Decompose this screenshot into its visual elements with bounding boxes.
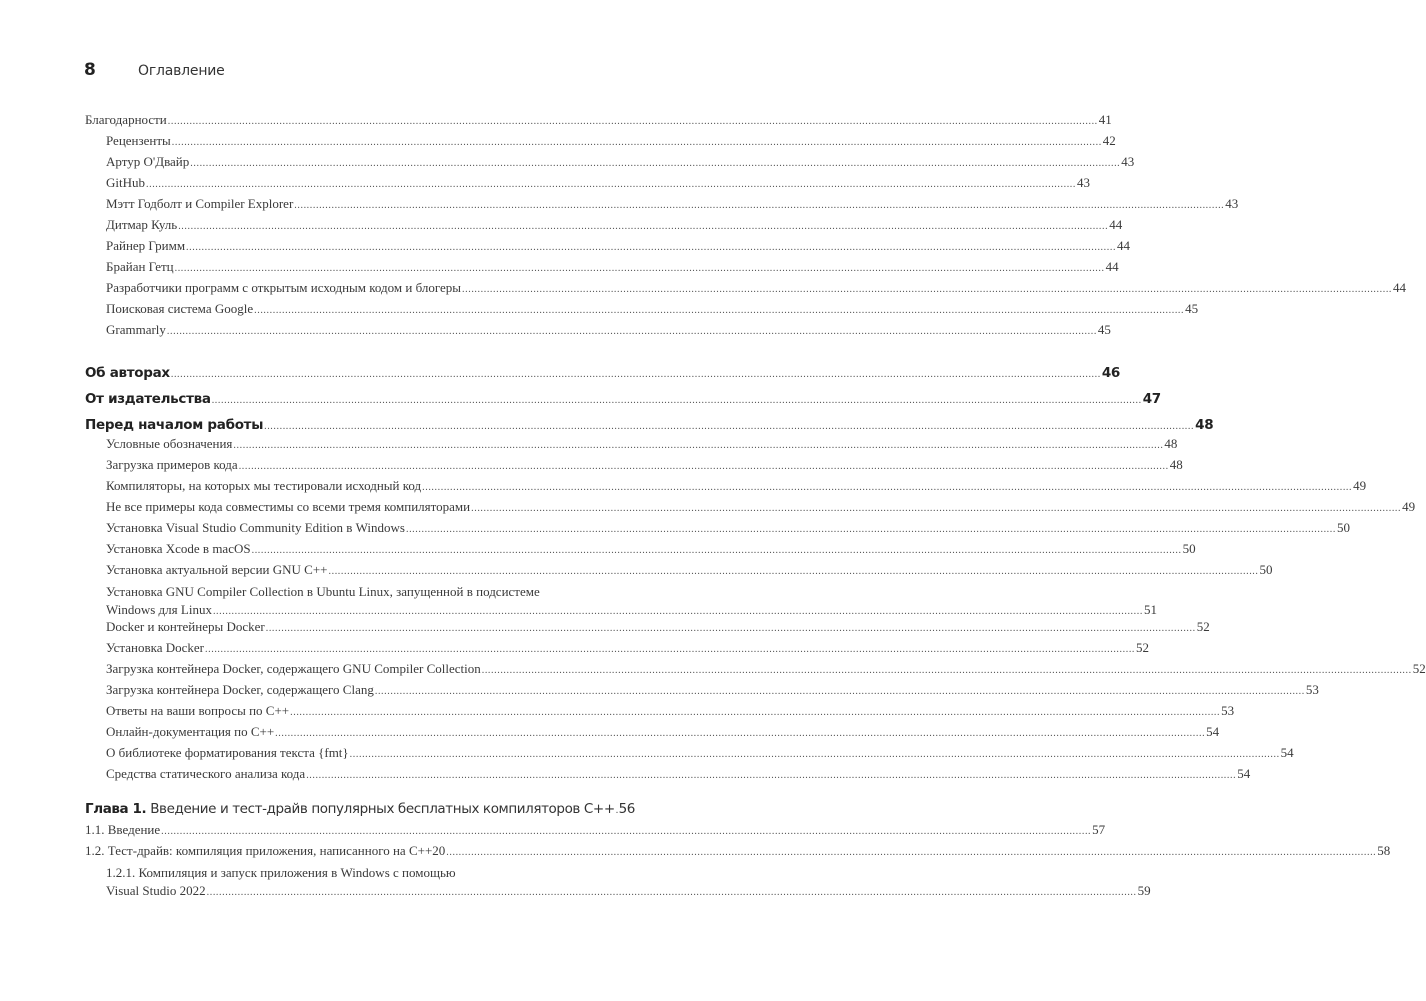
toc-entry-title: Установка Docker <box>106 640 205 655</box>
toc-entry-title: Grammarly <box>106 322 166 337</box>
toc-page-number: 50 <box>1182 541 1196 556</box>
toc-page-number: 49 <box>1402 499 1416 514</box>
toc-entry-title-continued: Visual Studio 2022 <box>106 883 206 898</box>
toc-entry[interactable] <box>85 457 1183 478</box>
toc-page-number: 53 <box>1221 703 1235 718</box>
toc-entry[interactable] <box>85 386 1161 412</box>
toc-entry-title: Docker и контейнеры Docker <box>106 619 265 634</box>
toc-entry[interactable] <box>85 259 1119 280</box>
running-title: Оглавление <box>138 63 225 79</box>
dot-leader: ............................................................................................................................................................................................................................................................................................................ <box>422 482 1353 493</box>
toc-entry[interactable] <box>85 301 1199 322</box>
toc-entry-line <box>106 881 1151 900</box>
toc-entry[interactable] <box>85 703 1235 724</box>
dot-leader: ............................................................................................................................................................................................................................................................................................................ <box>481 665 1412 676</box>
toc-page-number: 52 <box>1136 640 1150 655</box>
dot-leader: ............................................................................................................................................................................................................................................................................................................ <box>161 826 1092 837</box>
dot-leader: ............................................................................................................................................................................................................................................................................................................ <box>238 461 1169 472</box>
toc-page-number: 51 <box>1143 602 1157 617</box>
toc-entry-title: Установка Visual Studio Community Edition в Windows <box>106 520 405 535</box>
toc-page-number: 54 <box>1280 745 1294 760</box>
dot-leader: ............................................................................................................................................................................................................................................................................................................ <box>405 524 1336 535</box>
toc-page-number: 46 <box>1101 365 1121 381</box>
toc-entry[interactable] <box>85 175 1090 196</box>
toc-page-number: 43 <box>1225 196 1239 211</box>
chapter-label: Глава 1. <box>85 801 147 817</box>
dot-leader: ............................................................................................................................................................................................................................................................................................................ <box>146 179 1076 190</box>
dot-leader: ............................................................................................................................................................................................................................................................................................................ <box>265 623 1196 634</box>
toc-entry[interactable] <box>85 619 1210 640</box>
toc-entry-title: GitHub <box>106 175 145 190</box>
toc-entry[interactable] <box>85 154 1135 175</box>
toc-entry[interactable] <box>85 499 1416 520</box>
toc-page-number: 44 <box>1109 217 1123 232</box>
dot-leader: ............................................................................................................................................................................................................................................................................................................ <box>254 305 1185 316</box>
toc-entry-title <box>85 801 615 817</box>
toc-entry[interactable] <box>85 436 1178 457</box>
dot-leader: ............................................................................................................................................................................................................................................................................................................ <box>205 644 1136 655</box>
dot-leader: ............................................................................................................................................................................................................................................................................................................ <box>471 503 1402 514</box>
toc-entry[interactable] <box>85 822 1106 843</box>
dot-leader: ............................................................................................................................................................................................................................................................................................................ <box>264 421 1195 432</box>
toc-page-number: 56 <box>618 801 635 817</box>
toc-page-number: 41 <box>1098 112 1112 127</box>
dot-leader: ............................................................................................................................................................................................................................................................................................................ <box>306 770 1237 781</box>
toc-page-number: 44 <box>1117 238 1131 253</box>
dot-leader: ............................................................................................................................................................................................................................................................................................................ <box>233 440 1164 451</box>
dot-leader: ............................................................................................................................................................................................................................................................................................................ <box>167 116 1098 127</box>
toc-entry[interactable] <box>85 843 1391 864</box>
toc-page-number: 52 <box>1412 661 1426 676</box>
dot-leader: ............................................................................................................................................................................................................................................................................................................ <box>171 137 1102 148</box>
toc-entry[interactable] <box>85 478 1367 499</box>
toc-entry[interactable] <box>85 583 1157 619</box>
toc-entry[interactable] <box>85 541 1196 562</box>
toc-page-number: 48 <box>1164 436 1178 451</box>
dot-leader: ............................................................................................................................................................................................................................................................................................................ <box>170 369 1101 380</box>
toc-page-number: 53 <box>1305 682 1319 697</box>
toc-entry-title-continued: Windows для Linux <box>106 602 212 617</box>
toc-entry-title: Райнер Гримм <box>106 238 186 253</box>
toc-page-number: 59 <box>1137 883 1151 898</box>
toc-entry[interactable] <box>85 682 1319 703</box>
toc-entry[interactable] <box>85 745 1294 766</box>
toc-page-number: 57 <box>1092 822 1106 837</box>
dot-leader: ............................................................................................................................................................................................................................................................................................................ <box>446 847 1377 858</box>
toc-page-number: 48 <box>1169 457 1183 472</box>
dot-leader: ............................................................................................................................................................................................................................................................................................................ <box>251 545 1182 556</box>
toc-entry-title: Компиляторы, на которых мы тестировали исходный код <box>106 478 422 493</box>
toc-entry-title: Онлайн-документация по C++ <box>106 724 275 739</box>
toc-entry-title: Перед началом работы <box>85 417 264 433</box>
toc-entry[interactable] <box>85 766 1251 787</box>
toc-entry-title: Установка актуальной версии GNU C++ <box>106 562 328 577</box>
dot-leader: ............................................................................................................................................................................................................................................................................................................ <box>462 284 1393 295</box>
toc-entry-title: 1.2. Тест-драйв: компиляция приложения, написанного на C++20 <box>85 843 446 858</box>
dot-leader: ............................................................................................................................................................................................................................................................................................................ <box>374 686 1305 697</box>
toc-page-number: 50 <box>1336 520 1350 535</box>
toc-entry[interactable] <box>85 360 1121 386</box>
toc-entry-title: Загрузка контейнера Docker, содержащего Clang <box>106 682 374 697</box>
toc-page-number: 42 <box>1102 133 1116 148</box>
toc-entry[interactable] <box>85 280 1407 301</box>
dot-leader: ............................................................................................................................................................................................................................................................................................................ <box>294 200 1225 211</box>
toc-entry[interactable] <box>85 322 1111 343</box>
chapter-title: Введение и тест-драйв популярных бесплатных компиляторов C++ <box>150 801 615 817</box>
toc-entry-title: Артур О'Двайр <box>106 154 190 169</box>
dot-leader: ............................................................................................................................................................................................................................................................................................................ <box>178 221 1109 232</box>
toc-entry-title: О библиотеке форматирования текста {fmt} <box>106 745 349 760</box>
toc-entry[interactable] <box>85 724 1220 745</box>
dot-leader: ............................................................................................................................................................................................................................................................................................................ <box>211 395 1142 406</box>
toc-entry-title: Поисковая система Google <box>106 301 254 316</box>
dot-leader: ............................................................................................................................................................................................................................................................................................................ <box>174 263 1105 274</box>
toc-entry[interactable] <box>85 412 1214 438</box>
toc-entry-title: Ответы на ваши вопросы по C++ <box>106 703 290 718</box>
dot-leader: ............................................................................................................................................................................................................................................................................................................ <box>275 728 1206 739</box>
toc-entry-title: Установка GNU Compiler Collection в Ubuntu Linux, запущенной в подсистеме <box>106 584 540 599</box>
toc-entry-title: Установка Xcode в macOS <box>106 541 251 556</box>
toc-entry-title: Мэтт Годболт и Compiler Explorer <box>106 196 294 211</box>
toc-entry[interactable] <box>85 562 1273 583</box>
page-number: 8 <box>84 60 96 80</box>
dot-leader: ............................................................................................................................................................................................................................................................................................................ <box>166 326 1097 337</box>
toc-page-number: 45 <box>1185 301 1199 316</box>
dot-leader <box>616 805 618 816</box>
toc-page-number: 54 <box>1206 724 1220 739</box>
toc-page-number: 48 <box>1195 417 1214 433</box>
toc-entry[interactable] <box>85 801 635 822</box>
toc-entry[interactable] <box>85 640 1150 661</box>
toc-page-number: 44 <box>1393 280 1407 295</box>
table-of-contents <box>85 112 1426 900</box>
toc-page-number: 43 <box>1121 154 1135 169</box>
toc-entry[interactable] <box>85 112 1112 133</box>
toc-entry[interactable] <box>85 238 1131 259</box>
toc-entry[interactable] <box>85 196 1239 217</box>
toc-page-number: 44 <box>1105 259 1119 274</box>
toc-entry-title: Благодарности <box>85 112 167 127</box>
toc-entry-title: Загрузка контейнера Docker, содержащего GNU Compiler Collection <box>106 661 481 676</box>
toc-entry-title: От издательства <box>85 391 211 407</box>
toc-entry-title: Рецензенты <box>106 133 171 148</box>
dot-leader: ............................................................................................................................................................................................................................................................................................................ <box>212 606 1143 617</box>
dot-leader: ............................................................................................................................................................................................................................................................................................................ <box>206 887 1137 898</box>
toc-page-number: 43 <box>1077 175 1090 190</box>
toc-entry-title: Средства статического анализа кода <box>106 766 306 781</box>
toc-entry-title: Условные обозначения <box>106 436 233 451</box>
toc-entry-title: Не все примеры кода совместимы со всеми тремя компиляторами <box>106 499 471 514</box>
dot-leader: ............................................................................................................................................................................................................................................................................................................ <box>349 749 1280 760</box>
dot-leader: ............................................................................................................................................................................................................................................................................................................ <box>190 158 1121 169</box>
toc-page-number: 54 <box>1237 766 1251 781</box>
toc-page-number: 58 <box>1377 843 1391 858</box>
toc-entry-title: Брайан Гетц <box>106 259 174 274</box>
toc-entry[interactable] <box>85 133 1116 154</box>
toc-page-number: 47 <box>1142 391 1161 407</box>
toc-entry[interactable] <box>85 864 1151 900</box>
toc-entry-title: 1.2.1. Компиляция и запуск приложения в Windows с помощью <box>106 865 456 880</box>
toc-entry-title: Загрузка примеров кода <box>106 457 238 472</box>
dot-leader: ............................................................................................................................................................................................................................................................................................................ <box>186 242 1117 253</box>
toc-entry-title: 1.1. Введение <box>85 822 161 837</box>
toc-entry[interactable] <box>85 520 1350 541</box>
toc-entry-title: Об авторах <box>85 365 170 381</box>
toc-entry-title: Разработчики программ с открытым исходным кодом и блогеры <box>106 280 462 295</box>
toc-entry-title: Дитмар Куль <box>106 217 178 232</box>
toc-entry[interactable] <box>85 661 1426 682</box>
toc-page-number: 52 <box>1196 619 1210 634</box>
toc-page-number: 49 <box>1353 478 1367 493</box>
toc-page-number: 50 <box>1259 562 1273 577</box>
toc-entry[interactable] <box>85 217 1123 238</box>
toc-entry-line <box>106 600 1157 619</box>
dot-leader: ............................................................................................................................................................................................................................................................................................................ <box>328 566 1259 577</box>
toc-page-number: 45 <box>1097 322 1111 337</box>
dot-leader: ............................................................................................................................................................................................................................................................................................................ <box>290 707 1221 718</box>
